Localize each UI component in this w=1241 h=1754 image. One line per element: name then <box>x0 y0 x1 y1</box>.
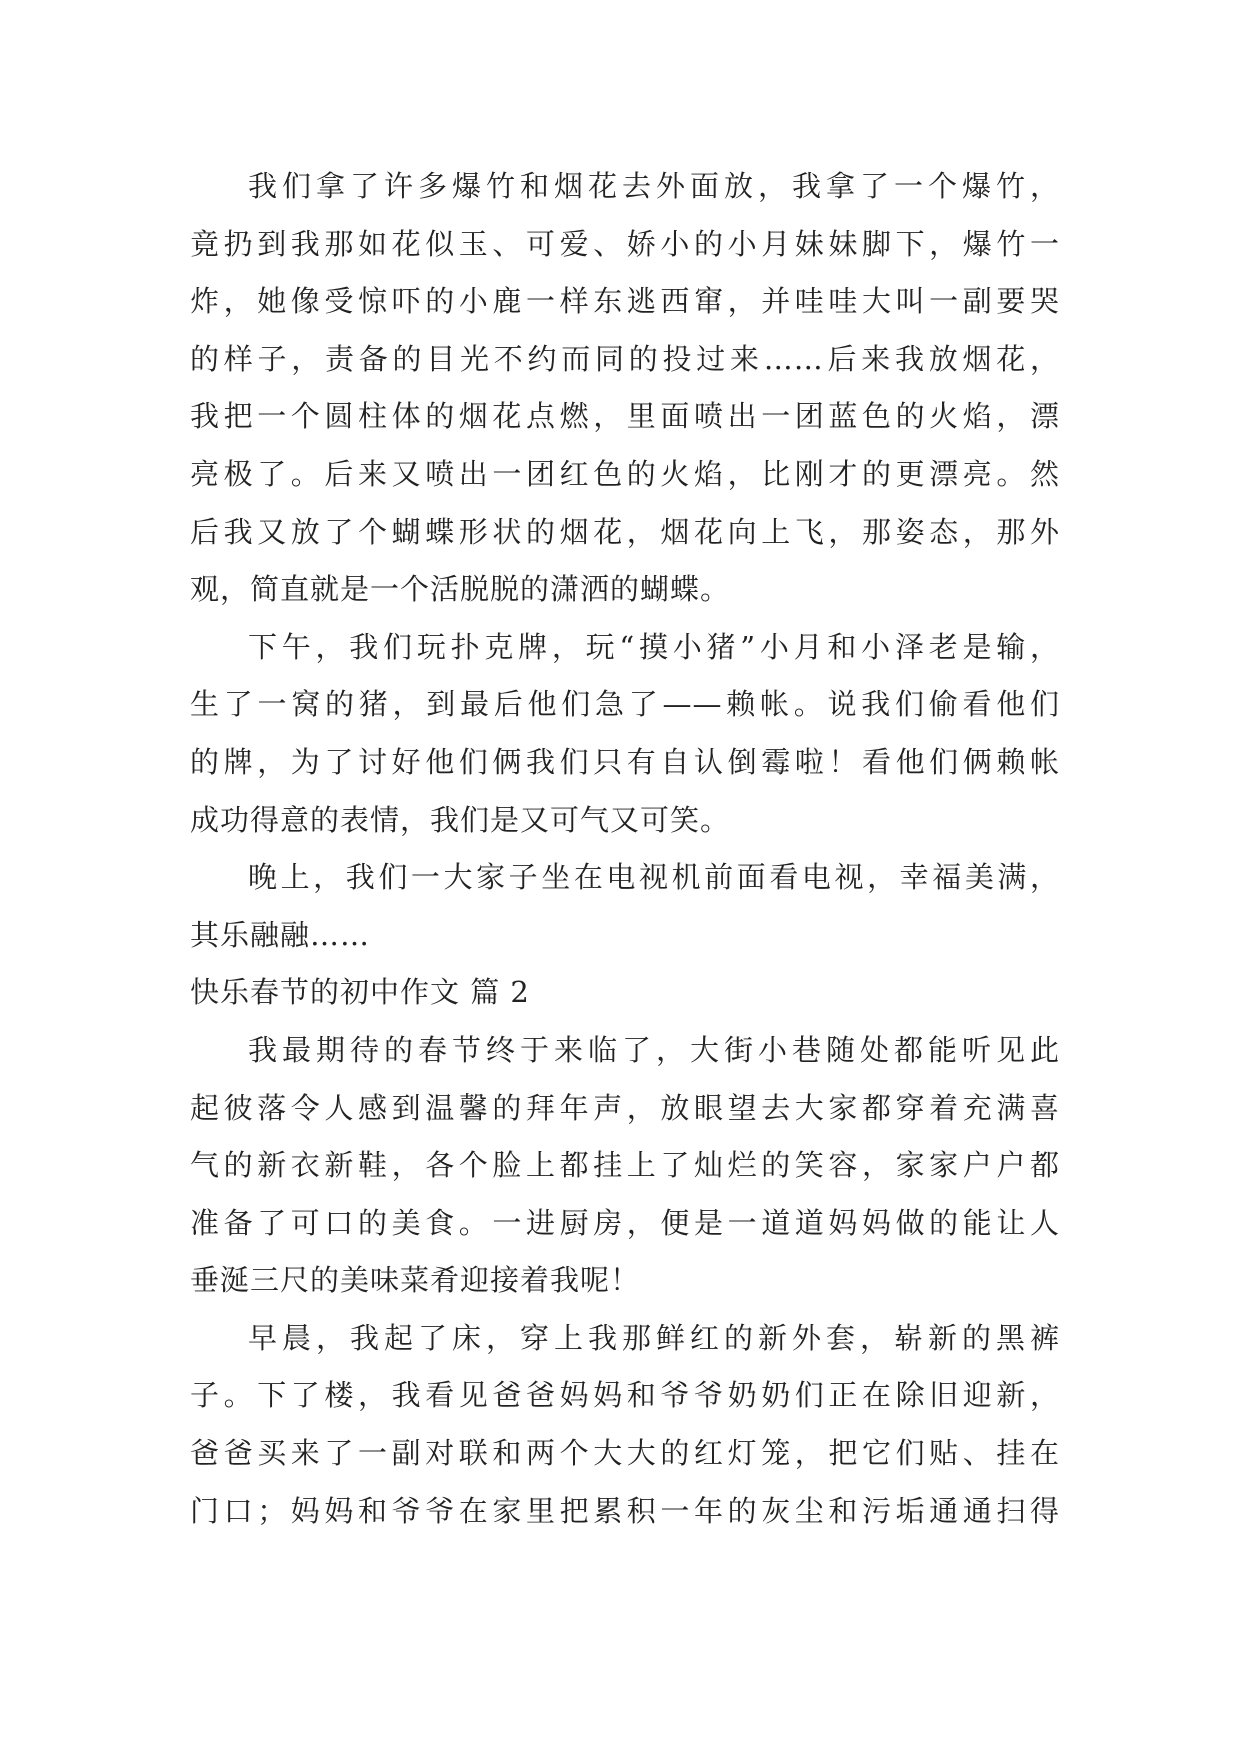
paragraph-line: 竟扔到我那如花似玉、可爱、娇小的小月妹妹脚下，爆竹一 <box>190 226 1060 261</box>
section-heading: 快乐春节的初中作文 篇 2 <box>190 975 530 1010</box>
paragraph-line: 下午，我们玩扑克牌，玩“摸小猪”小月和小泽老是输， <box>248 629 1060 664</box>
paragraph-line: 爸爸买来了一副对联和两个大大的红灯笼，把它们贴、挂在 <box>190 1436 1060 1471</box>
paragraph <box>190 849 1060 964</box>
paragraph-line: 垂涎三尺的美味菜肴迎接着我呢！ <box>190 1263 641 1298</box>
paragraph-line: 起彼落令人感到温馨的拜年声，放眼望去大家都穿着充满喜 <box>190 1090 1060 1125</box>
paragraph <box>190 1022 1060 1310</box>
paragraph-line: 其乐融融…… <box>190 917 371 952</box>
paragraph-line: 我们拿了许多爆竹和烟花去外面放，我拿了一个爆竹， <box>248 169 1060 203</box>
paragraph-line: 子。下了楼，我看见爸爸妈妈和爷爷奶奶们正在除旧迎新， <box>190 1378 1060 1413</box>
paragraph-line: 的牌，为了讨好他们俩我们只有自认倒霉啦！看他们俩赖帐 <box>190 744 1060 779</box>
paragraph-line: 炸，她像受惊吓的小鹿一样东逃西窜，并哇哇大叫一副要哭 <box>190 284 1060 319</box>
paragraph-line: 亮极了。后来又喷出一团红色的火焰，比刚才的更漂亮。然 <box>190 456 1060 491</box>
paragraph <box>190 619 1060 849</box>
paragraph-line: 我把一个圆柱体的烟花点燃，里面喷出一团蓝色的火焰，漂 <box>190 399 1060 434</box>
paragraph-line: 门口；妈妈和爷爷在家里把累积一年的灰尘和污垢通通扫得 <box>190 1493 1060 1528</box>
document-body <box>190 158 1060 1540</box>
paragraph-line: 生了一窝的猪，到最后他们急了——赖帐。说我们偷看他们 <box>190 687 1060 722</box>
paragraph-line: 的样子，责备的目光不约而同的投过来……后来我放烟花， <box>190 341 1060 376</box>
paragraph <box>190 1310 1060 1540</box>
paragraph-line: 早晨，我起了床，穿上我那鲜红的新外套，崭新的黑裤 <box>248 1320 1060 1355</box>
paragraph-line: 后我又放了个蝴蝶形状的烟花，烟花向上飞，那姿态，那外 <box>190 514 1060 549</box>
paragraph-line: 晚上，我们一大家子坐在电视机前面看电视，幸福美满， <box>248 860 1060 895</box>
paragraph-line: 我最期待的春节终于来临了，大街小巷随处都能听见此 <box>248 1032 1060 1067</box>
paragraph-line: 成功得意的表情，我们是又可气又可笑。 <box>190 802 731 837</box>
paragraph-line: 准备了可口的美食。一进厨房，便是一道道妈妈做的能让人 <box>190 1205 1060 1240</box>
paragraph-line: 气的新衣新鞋，各个脸上都挂上了灿烂的笑容，家家户户都 <box>190 1148 1060 1183</box>
paragraph-line: 观，简直就是一个活脱脱的潇洒的蝴蝶。 <box>190 572 731 607</box>
paragraph <box>190 158 1060 619</box>
